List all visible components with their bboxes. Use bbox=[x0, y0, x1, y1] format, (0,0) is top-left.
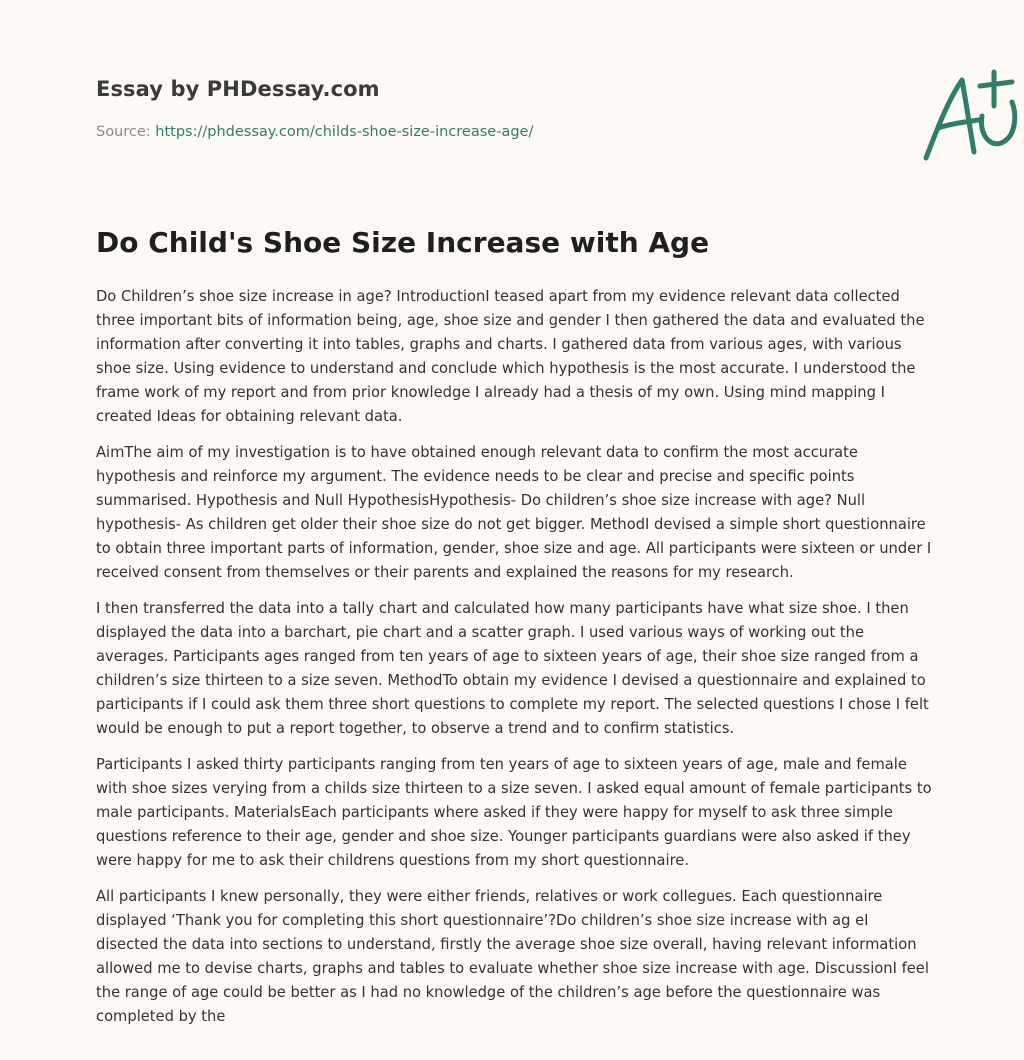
paragraph: AimThe aim of my investigation is to have obtained enough relevant data to confirm the most accurate hypothesis and reinforce my argument. The evidence needs to be clear and precise and specific points summarised. Hypothesis and Null HypothesisHypothesis- Do children’s shoe size increase with age? Null hypothesis- As children get older their shoe size do not get bigger. MethodI devised a simple short questionnaire to obtain three important parts of information, gender, shoe size and age. All participants were sixteen or under I received consent from themselves or their parents and explained the reasons for my research. bbox=[96, 444, 932, 581]
source-line bbox=[96, 124, 533, 140]
paragraph: Do Children’s shoe size increase in age? IntroductionI teased apart from my evidence relevant data collected three important bits of information being, age, shoe size and gender I then gathered the data and evaluated the information after converting it into tables, graphs and charts. I gathered data from various ages, with various shoe size. Using evidence to understand and conclude which hypothesis is the most accurate. I understood the frame work of my report and from prior knowledge I already had a thesis of my own. Using mind mapping I created Ideas for obtaining relevant data. bbox=[96, 288, 925, 425]
essay-title: Do Child's Shoe Size Increase with Age bbox=[96, 226, 710, 259]
source-link[interactable]: https://phdessay.com/childs-shoe-size-increase-age/ bbox=[155, 124, 534, 140]
paragraph: Participants I asked thirty participants ranging from ten years of age to sixteen years of age, male and female with shoe sizes verying from a childs size thirteen to a size seven. I asked equal amount of female participants to male participants. MaterialsEach participants where asked if they were happy for myself to ask three simple questions reference to their age, gender and shoe size. Younger participants guardians were also asked if they were happy for me to ask their childrens questions from my short questionnaire. bbox=[96, 756, 932, 869]
a-plus-icon bbox=[916, 62, 1024, 172]
essay-body bbox=[96, 285, 932, 1041]
site-brand: Essay by PHDessay.com bbox=[96, 77, 380, 101]
paragraph: I then transferred the data into a tally chart and calculated how many participants have what size shoe. I then displayed the data into a barchart, pie chart and a scatter graph. I used various ways of working out the averages. Participants ages ranged from ten years of age to sixteen years of age, their shoe size ranged from a children’s size thirteen to a size seven. MethodTo obtain my evidence I devised a questionnaire and explained to participants if I could ask them three short questions to complete my report. The selected questions I chose I felt would be enough to put a report together, to observe a trend and to confirm statistics. bbox=[96, 600, 929, 737]
source-label: Source: bbox=[96, 124, 156, 140]
paragraph: All participants I knew personally, they were either friends, relatives or work collegues. Each questionnaire displayed ‘Thank you for completing this short questionnaire’?Do children’s shoe size increase with ag eI disected the data into sections to understand, firstly the average shoe size overall, having relevant information allowed me to devise charts, graphs and tables to evaluate whether shoe size increase with age. DiscussionI feel the range of age could be better as I had no knowledge of the children’s age before the questionnaire was completed by the bbox=[96, 888, 929, 1025]
